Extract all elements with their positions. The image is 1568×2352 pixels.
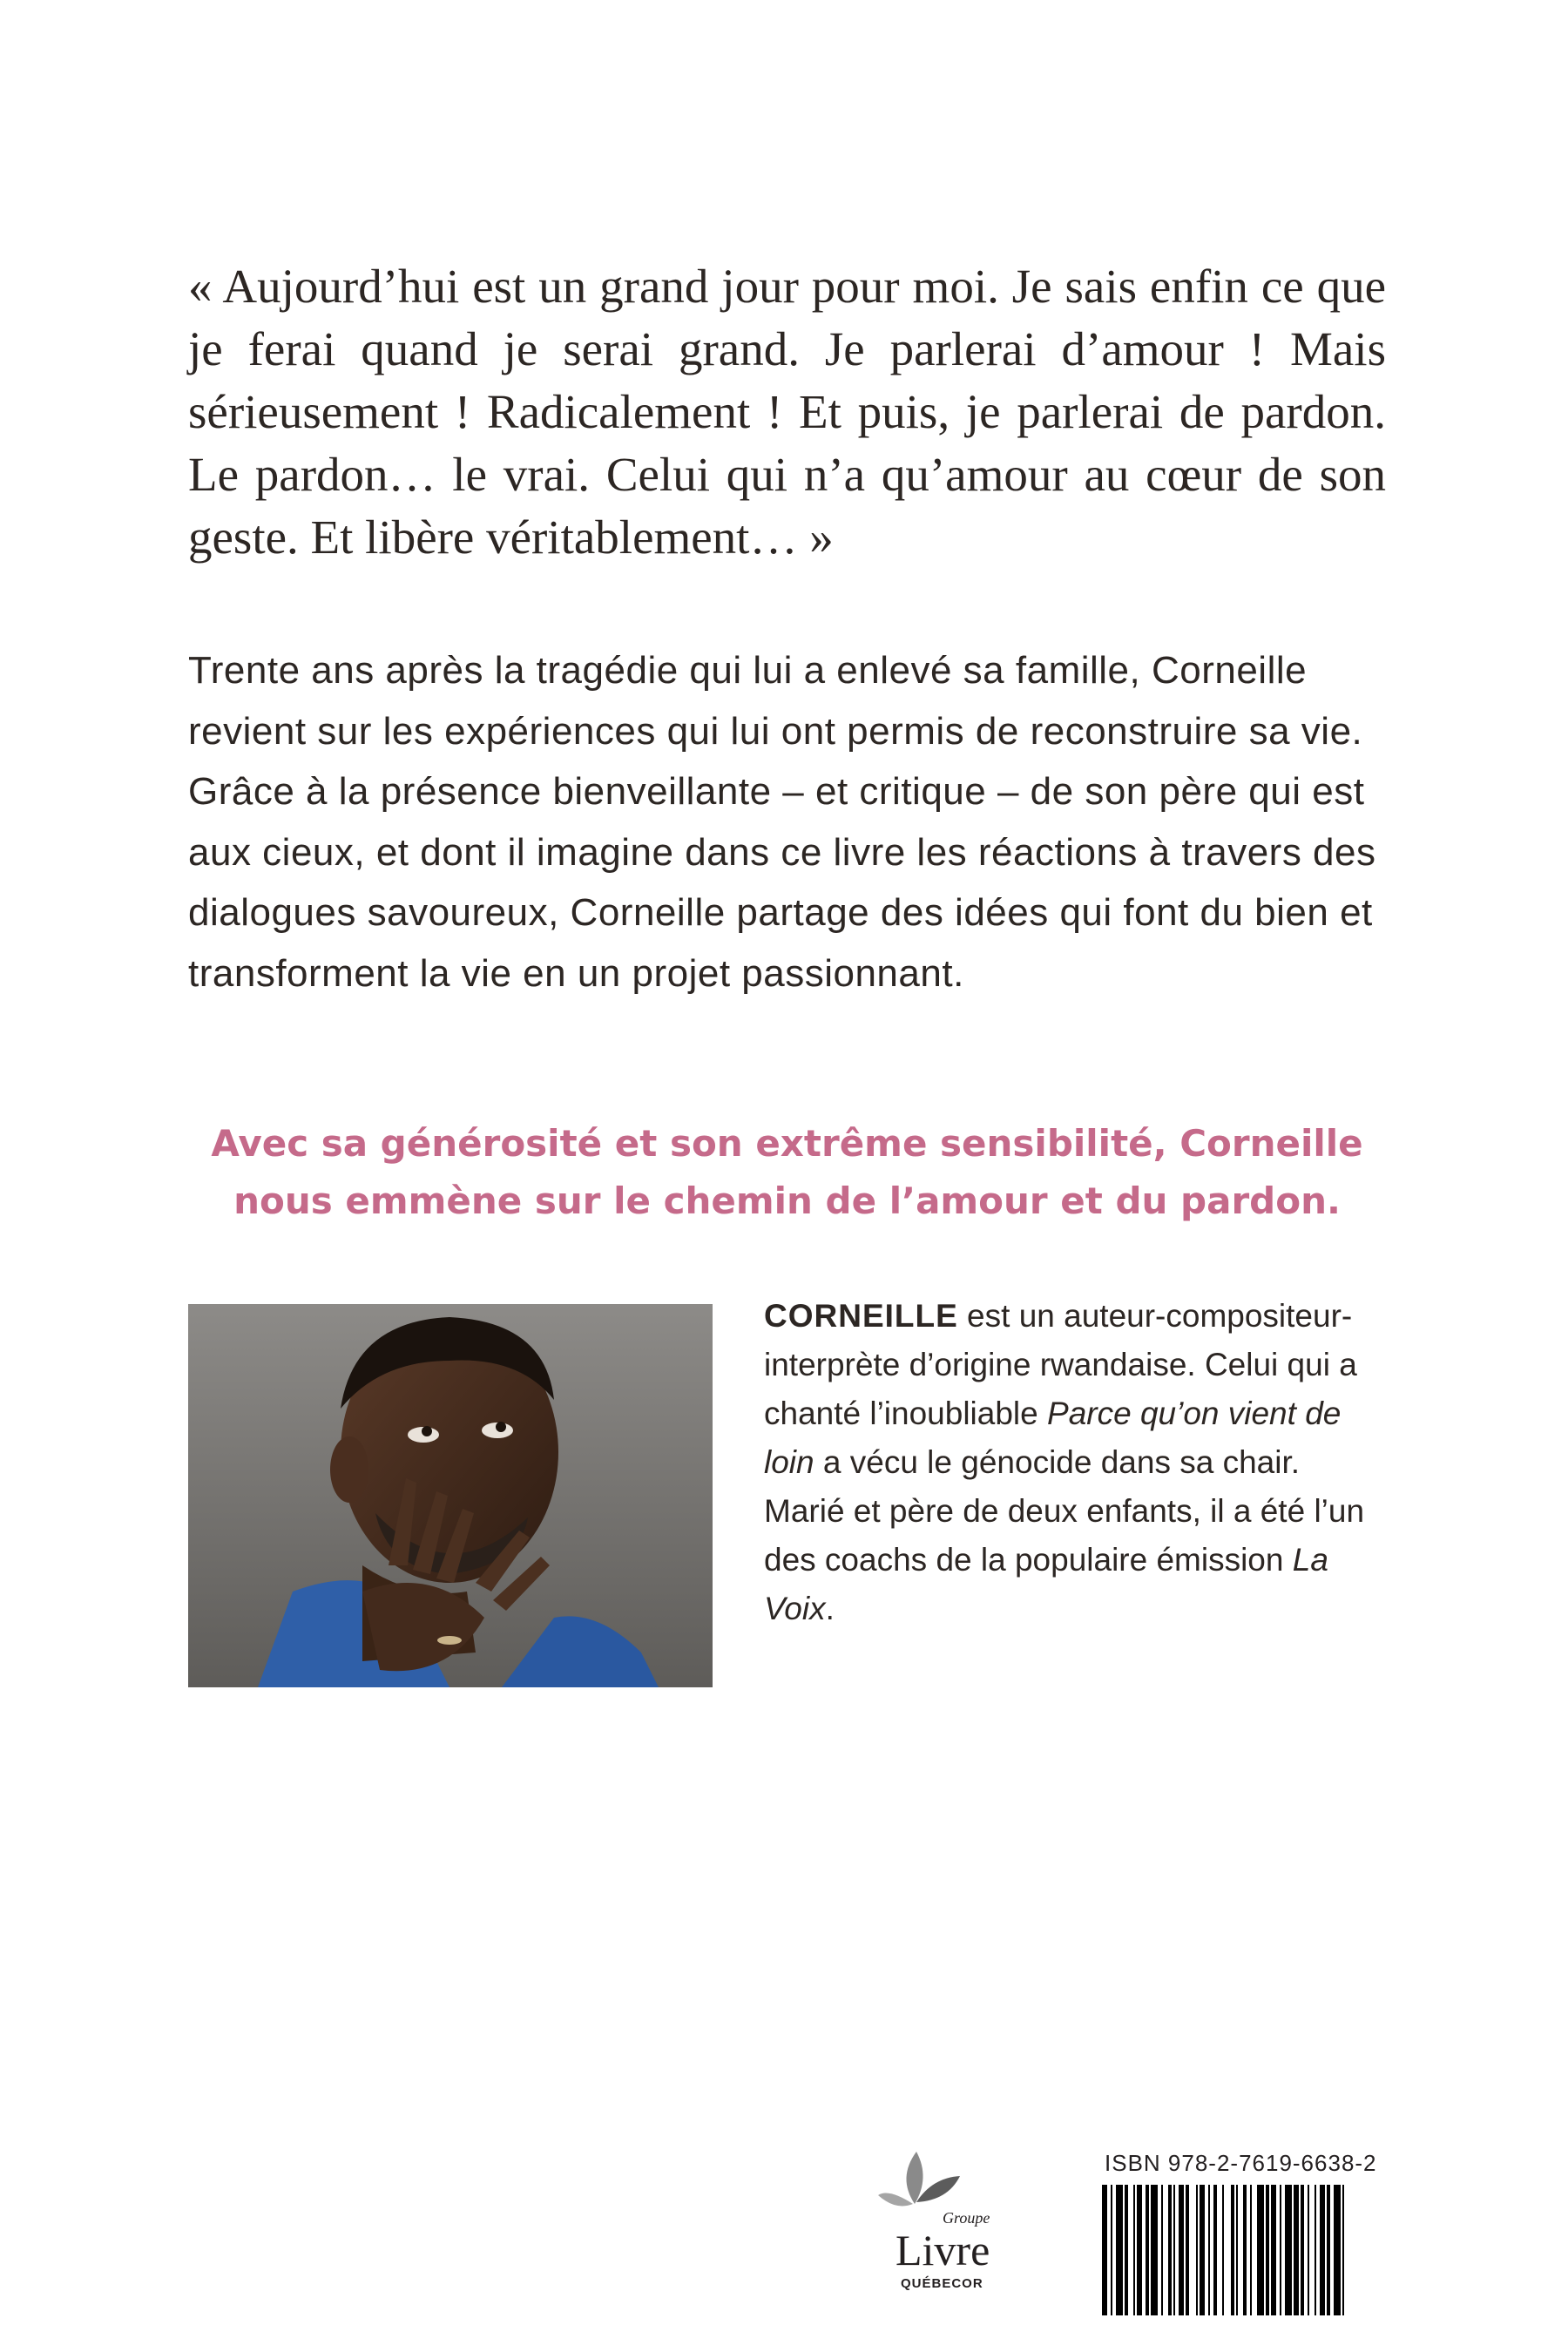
author-portrait-illustration <box>188 1304 713 1687</box>
tagline-line-1: Avec sa générosité et son extrême sensibilité, Corneille <box>211 1122 1363 1165</box>
publisher-line-3: QUÉBECOR <box>901 2276 983 2291</box>
leaf-icon <box>862 2143 1028 2300</box>
author-name: CORNEILLE <box>764 1298 958 1334</box>
back-cover-quote: « Aujourd’hui est un grand jour pour moi. Je sais enfin ce que je ferai quand je serai grand. Je parlerai d’amour ! Mais sérieusement ! Radicalement ! Et puis, je parlerai de pardon. Le pardon… le vrai. Celui qui n’a qu’amour au cœur de son geste. Et libère véritablement… » <box>188 260 1386 564</box>
author-photo <box>188 1304 713 1687</box>
book-summary: Trente ans après la tragédie qui lui a enlevé sa famille, Corneille revient sur les expériences qui lui ont permis de reconstruire sa vie. Grâce à la présence bienveillante – et critique – de son père qui est aux cieux, et dont il imagine dans ce livre les réactions à travers des dialogues savoureux, Corneille partage des idées qui font du bien et transforment la vie en un projet passionnant. <box>188 649 1376 995</box>
song-title: Parce qu’on vient de loin <box>764 1396 1342 1480</box>
publisher-line-1: Groupe <box>943 2209 990 2227</box>
barcode <box>1102 2185 1385 2315</box>
publisher-line-2: Livre <box>896 2226 990 2274</box>
bio-text-1: est un auteur-compositeur-interprète d’origine rwandaise. Celui qui a chanté l’inoubliable <box>764 1298 1357 1431</box>
tagline-line-2: nous emmène sur le chemin de l’amour et du pardon. <box>233 1179 1341 1222</box>
author-bio <box>764 1292 1384 1633</box>
publisher-logo <box>862 2143 1028 2300</box>
show-title: La Voix <box>764 1542 1328 1626</box>
bio-text-3: . <box>825 1591 835 1626</box>
isbn-label: ISBN 978-2-7619-6638-2 <box>1105 2150 1377 2176</box>
bio-text-2: a vécu le génocide dans sa chair. Marié et père de deux enfants, il a été l’un des coachs de la populaire émission <box>764 1444 1365 1578</box>
tagline <box>188 1115 1386 1230</box>
